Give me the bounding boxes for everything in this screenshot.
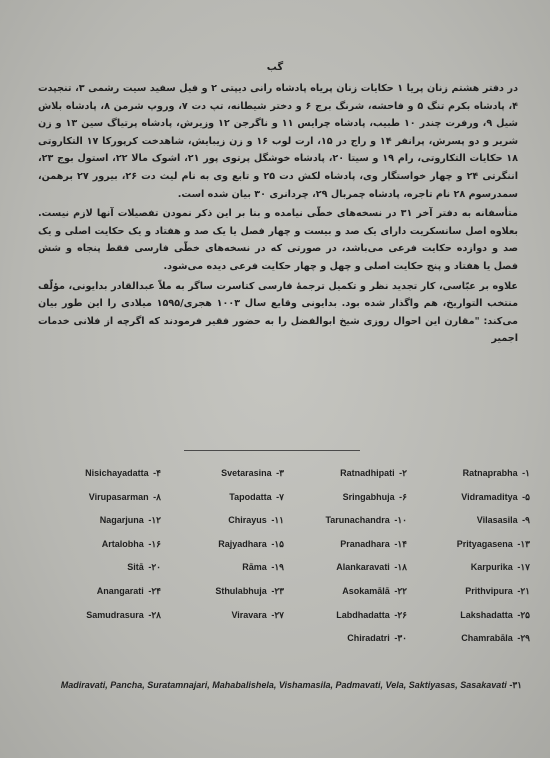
- footnote-number: -۱۰: [394, 515, 407, 526]
- footnote-item: [408, 468, 530, 479]
- page-number: گب: [266, 62, 284, 73]
- footnote-item: [408, 586, 530, 597]
- footnote-number: -۲۱: [517, 585, 530, 596]
- footnote-item: [39, 539, 161, 550]
- footnote-item: [408, 610, 530, 621]
- footnote-number: -۲۴: [148, 585, 161, 596]
- footnote-item: [39, 515, 161, 526]
- footnote-item: [408, 539, 530, 550]
- footnote-number: -۱۴: [394, 538, 407, 549]
- footnote-name: Asokamālā: [342, 585, 390, 596]
- footnote-divider: [184, 450, 360, 451]
- footnote-number: -۱۹: [271, 562, 284, 573]
- footnote-number: -۵: [522, 491, 530, 502]
- footnote-item: [408, 515, 530, 526]
- footnote-number: -۲۷: [271, 609, 284, 620]
- footnote-name: Sthulabhuja: [215, 585, 267, 596]
- footnote-number: -۲۰: [148, 562, 161, 573]
- footnote-number: -۱۸: [394, 562, 407, 573]
- footnote-name: Prityagasena: [456, 538, 513, 549]
- footnote-name: Lakshadatta: [460, 609, 513, 620]
- footnote-name: Alankaravati: [336, 562, 390, 573]
- footnote-name: Sringabhuja: [342, 491, 395, 502]
- footnote-name: Rāma: [242, 562, 267, 573]
- footnote-item: [162, 539, 284, 550]
- footnote-name: Rajyadhara: [218, 538, 267, 549]
- footnote-name: Chirayus: [228, 515, 267, 526]
- paragraph: متأسفانه به دفتر آخر ۳۱ در نسخه‌های خطّی نیامده و بنا بر این ذکر نمودن تفصیلات آنها لازم نیست. بعلاوه اصل سانسکریت دارای یک صد و بیست و چهار فصل یا یک صد و هفتاد و یک حکایت اصلی و یک صد و دوازده حکایت فرعی می‌باشد، در صورتی که در نسخه‌های خطّی فارسی فقط پنجاه و شش فصل یا هفتاد و پنج حکایت اصلی و چهل و چهار حکایت فرعی دیده می‌شود.: [38, 208, 518, 272]
- footnote-item: [408, 492, 530, 503]
- footnote-number: -۲۵: [517, 609, 530, 620]
- footnote-item: [39, 468, 161, 479]
- footnote-row: [40, 468, 530, 492]
- footnote-number: -۱۶: [148, 538, 161, 549]
- footnote-number: -۲۸: [148, 609, 161, 620]
- footnote-item: [285, 492, 407, 503]
- footnote-item: [39, 586, 161, 597]
- footnote-name: Vilasasila: [476, 515, 518, 526]
- footnote-number: -۱۳: [517, 538, 530, 549]
- footnote-item: [285, 610, 407, 621]
- footnote-number: -۱۵: [271, 538, 284, 549]
- footnote-name: Virupasarman: [88, 491, 149, 502]
- footnote-name: Chiradatri: [347, 633, 390, 644]
- footnote-item: [39, 492, 161, 503]
- footnote-item: [39, 562, 161, 573]
- footnote-row: [40, 586, 530, 610]
- footnote-name: Tarunachandra: [325, 515, 390, 526]
- footnote-name: Anangarati: [96, 585, 144, 596]
- footnote-number: -۲۲: [394, 585, 407, 596]
- footnote-number: -۳۱: [509, 680, 522, 690]
- footnote-row: [40, 633, 530, 657]
- paragraph: علاوه بر عبّاسی، کار تجدید نظر و تکمیل ترجمهٔ فارسی کتاسرت ساگر به ملاّ عبدالقادر بدایونی، مؤلّف منتخب التواریخ، هم واگذار شده بود. بدایونی وقایع سال ۱۰۰۳ هجری/۱۵۹۵ میلادی را این طور بیان می‌کند: "مقارن این احوال روزی شیخ ابوالفضل را به حضور فقیر فرمودند که اگرچه از فلانی خدمات اجمیر: [38, 280, 519, 345]
- footnote-row: [40, 515, 530, 539]
- footnote-name: Vidramaditya: [461, 491, 518, 502]
- footnote-number: -۶: [399, 491, 407, 502]
- footnote-name: Labdhadatta: [336, 609, 390, 620]
- footnote-number: -۲۹: [517, 633, 530, 644]
- footnote-item: [285, 562, 407, 573]
- footnote-number: -۸: [153, 491, 161, 502]
- footnote-name: Svetarasina: [221, 468, 272, 478]
- footnote-item: [285, 633, 407, 644]
- footnote-number: -۱۲: [148, 515, 161, 526]
- footnote-item: [285, 515, 407, 526]
- footnote-name: Viravara: [231, 609, 267, 620]
- footnote-name: Ratnadhipati: [340, 468, 395, 478]
- footnote-item: [39, 610, 161, 621]
- footnote-number: -۱۱: [271, 515, 284, 526]
- footnote-list: [40, 468, 530, 657]
- footnote-number: -۳: [276, 468, 284, 478]
- footnote-final-names: Madiravati, Pancha, Suratamnajari, Mahabalishela, Vishamasila, Padmavati, Vela, Saktiyasas, Sasakavati: [60, 680, 507, 690]
- footnote-number: -۹: [522, 515, 530, 526]
- footnote-number: -۳۰: [394, 633, 407, 644]
- footnote-item: [285, 586, 407, 597]
- footnote-number: -۱: [522, 468, 530, 478]
- footnote-row: [40, 492, 530, 516]
- paragraph: در دفتر هشتم زنان پریا ۱ حکایات زنان پریاه پادشاه رانی دیپتی ۲ و فیل سفید سیت رشمی ۳، تنجپدت ۴، پادشاه بکرم تنگ ۵ و فاحشه، شرنگ برج ۶ و دختر شیطانه، تپ دت ۷، وروپ شرمن ۸، پادشاه بلاش شیل ۹، ورفرت چندر ۱۰ طبیب، پادشاه چرایس ۱۱ و ناگرجن ۱۲ وزیرش، پادشاه پرتیاگ سین ۱۳ و زن شریر و دو پسرش، پرانفر ۱۴ و راج در ۱۵، ارت لوب ۱۶ و زن زیبایش، شاهدخت کرپورکا ۱۷ التکاروتی ۱۸ حکایات التکاروتی، رام ۱۹ و سیتا ۲۰، پادشاه خوشگل پرتوی پور ۲۱، اشوک مالا ۲۲، استول بوج ۲۳، اننگرتی ۲۴ و چهار خواستگار وی، پادشاه لکش دت ۲۵ و تابع وی به نام لیث دت ۲۶، بیرور ۲۷ برهمن، سمدرسوم ۲۸ نام تاجره، پادشاه چمربال ۲۹، چردانری ۳۰ بیان شده است.: [38, 83, 519, 200]
- footnote-item: [162, 468, 284, 479]
- footnote-name: Artalobha: [101, 538, 144, 549]
- footnote-row: [40, 610, 530, 634]
- footnote-item: [162, 515, 284, 526]
- footnote-name: Pranadhara: [340, 538, 390, 549]
- footnote-item: [408, 633, 530, 644]
- footnote-item: [162, 610, 284, 621]
- footnote-number: -۲۳: [271, 585, 284, 596]
- footnote-item: [162, 562, 284, 573]
- footnote-final: [38, 677, 522, 694]
- footnote-name: Sitā: [127, 562, 144, 573]
- footnote-name: Nagarjuna: [99, 515, 144, 526]
- footnote-number: -۲۶: [394, 609, 407, 620]
- footnote-name: Nisichayadatta: [85, 468, 149, 478]
- footnote-row: [40, 562, 530, 586]
- footnote-item: [285, 468, 407, 479]
- footnote-name: Prithvipura: [465, 585, 513, 596]
- footnote-number: -۷: [276, 491, 284, 502]
- footnote-name: Tapodatta: [229, 491, 272, 502]
- footnote-name: Chamrabāla: [461, 633, 513, 644]
- footnote-item: [162, 586, 284, 597]
- footnote-number: -۲: [399, 468, 407, 478]
- footnote-name: Samudrasura: [86, 609, 144, 620]
- footnote-item: [162, 492, 284, 503]
- footnote-name: Ratnaprabha: [462, 468, 518, 478]
- footnote-item: [408, 562, 530, 573]
- footnote-number: -۱۷: [517, 562, 530, 573]
- body-text: [38, 80, 518, 348]
- footnote-item: [285, 539, 407, 550]
- footnote-row: [40, 539, 530, 563]
- footnote-name: Karpurika: [470, 562, 513, 573]
- footnote-number: -۴: [153, 468, 161, 478]
